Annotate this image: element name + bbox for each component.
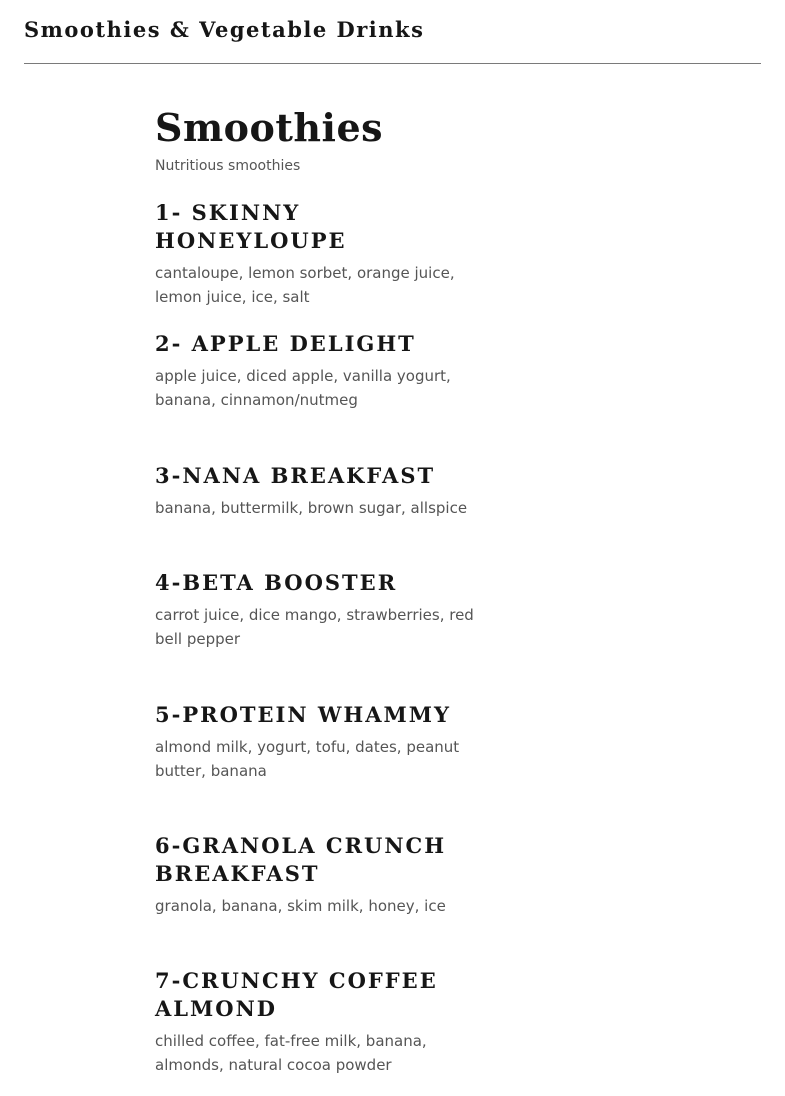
menu-item-name: 3-NANA BREAKFAST (155, 463, 436, 488)
menu-item-description: apple juice, diced apple, vanilla yogurt, banana, cinnamon/nutmeg (155, 367, 451, 409)
section-subtitle: Nutritious smoothies (155, 158, 301, 174)
menu-item-description: almond milk, yogurt, tofu, dates, peanut butter, banana (155, 738, 460, 780)
menu-item (155, 569, 500, 651)
site-header (24, 0, 761, 64)
menu-item (155, 199, 500, 309)
menu-item-description: granola, banana, skim milk, honey, ice (155, 897, 446, 915)
menu-item-name: 6-GRANOLA CRUNCH BREAKFAST (155, 833, 447, 886)
menu-item-name: 7-CRUNCHY COFFEE ALMOND (155, 968, 438, 1021)
menu-item-name: 5-PROTEIN WHAMMY (155, 702, 452, 727)
site-title[interactable]: Smoothies & Vegetable Drinks (24, 17, 425, 42)
menu-item (155, 330, 500, 412)
menu-item-description: banana, buttermilk, brown sugar, allspice (155, 499, 468, 517)
menu-item-name: 1- SKINNY HONEYLOUPE (155, 200, 347, 253)
menu-item-description: carrot juice, dice mango, strawberries, red bell pepper (155, 606, 474, 648)
section-title: Smoothies (155, 105, 384, 150)
menu-item (155, 967, 500, 1077)
menu-item-description: cantaloupe, lemon sorbet, orange juice, lemon juice, ice, salt (155, 264, 455, 306)
menu-item-name: 4-BETA BOOSTER (155, 570, 398, 595)
menu-heading (155, 104, 500, 176)
menu-item (155, 462, 500, 520)
menu-item-description: chilled coffee, fat-free milk, banana, almonds, natural cocoa powder (155, 1032, 427, 1074)
menu-item (155, 701, 500, 783)
menu-item-name: 2- APPLE DELIGHT (155, 331, 416, 356)
menu-item (155, 832, 500, 918)
